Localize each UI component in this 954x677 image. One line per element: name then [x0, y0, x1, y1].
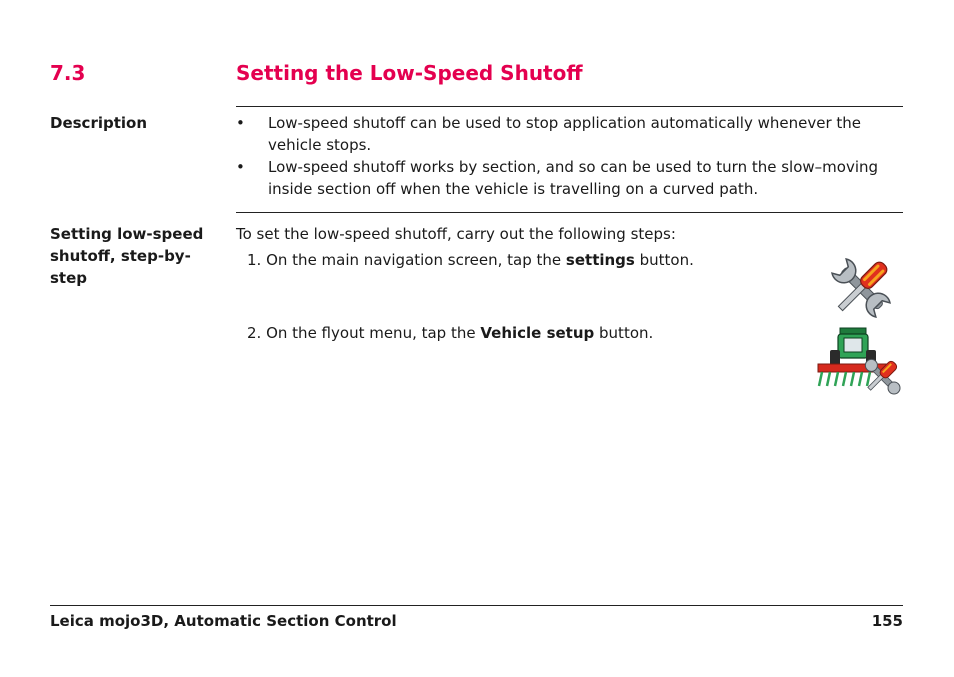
divider [236, 106, 903, 107]
step-text: On the main navigation screen, tap the [266, 251, 566, 269]
list-item [236, 156, 903, 200]
step-number: 2. [247, 324, 262, 342]
page-number: 155 [871, 612, 903, 630]
bullet-glyph: • [236, 158, 245, 176]
description-label: Description [50, 114, 148, 132]
bullet-text: Low-speed shutoff can be used to stop application automatically whenever the vehicle stops. [268, 114, 862, 154]
divider [236, 212, 903, 213]
step-1 [247, 249, 694, 271]
footer-divider [50, 605, 903, 606]
bullet-text: Low-speed shutoff works by section, and so can be used to turn the slow–moving inside section off when the vehicle is travelling on a curved path. [268, 158, 879, 198]
list-item [236, 112, 903, 156]
steps-label: Setting low-speed shutoff, step-by-step [50, 225, 204, 287]
step-number: 1. [247, 251, 262, 269]
step-2 [247, 322, 653, 344]
step-bold: settings [565, 251, 635, 269]
bullet-glyph: • [236, 114, 245, 132]
description-list [236, 112, 903, 200]
footer-title: Leica mojo3D, Automatic Section Control [50, 612, 397, 630]
step-text: On the flyout menu, tap the [266, 324, 481, 342]
step-text: button. [634, 251, 694, 269]
section-title: Setting the Low-Speed Shutoff [236, 61, 583, 85]
step-text: button. [594, 324, 654, 342]
section-number: 7.3 [50, 61, 86, 85]
vehicle-setup-icon [816, 326, 906, 398]
settings-tools-icon [818, 253, 904, 323]
step-bold: Vehicle setup [480, 324, 595, 342]
steps-intro: To set the low-speed shutoff, carry out the following steps: [236, 225, 676, 243]
